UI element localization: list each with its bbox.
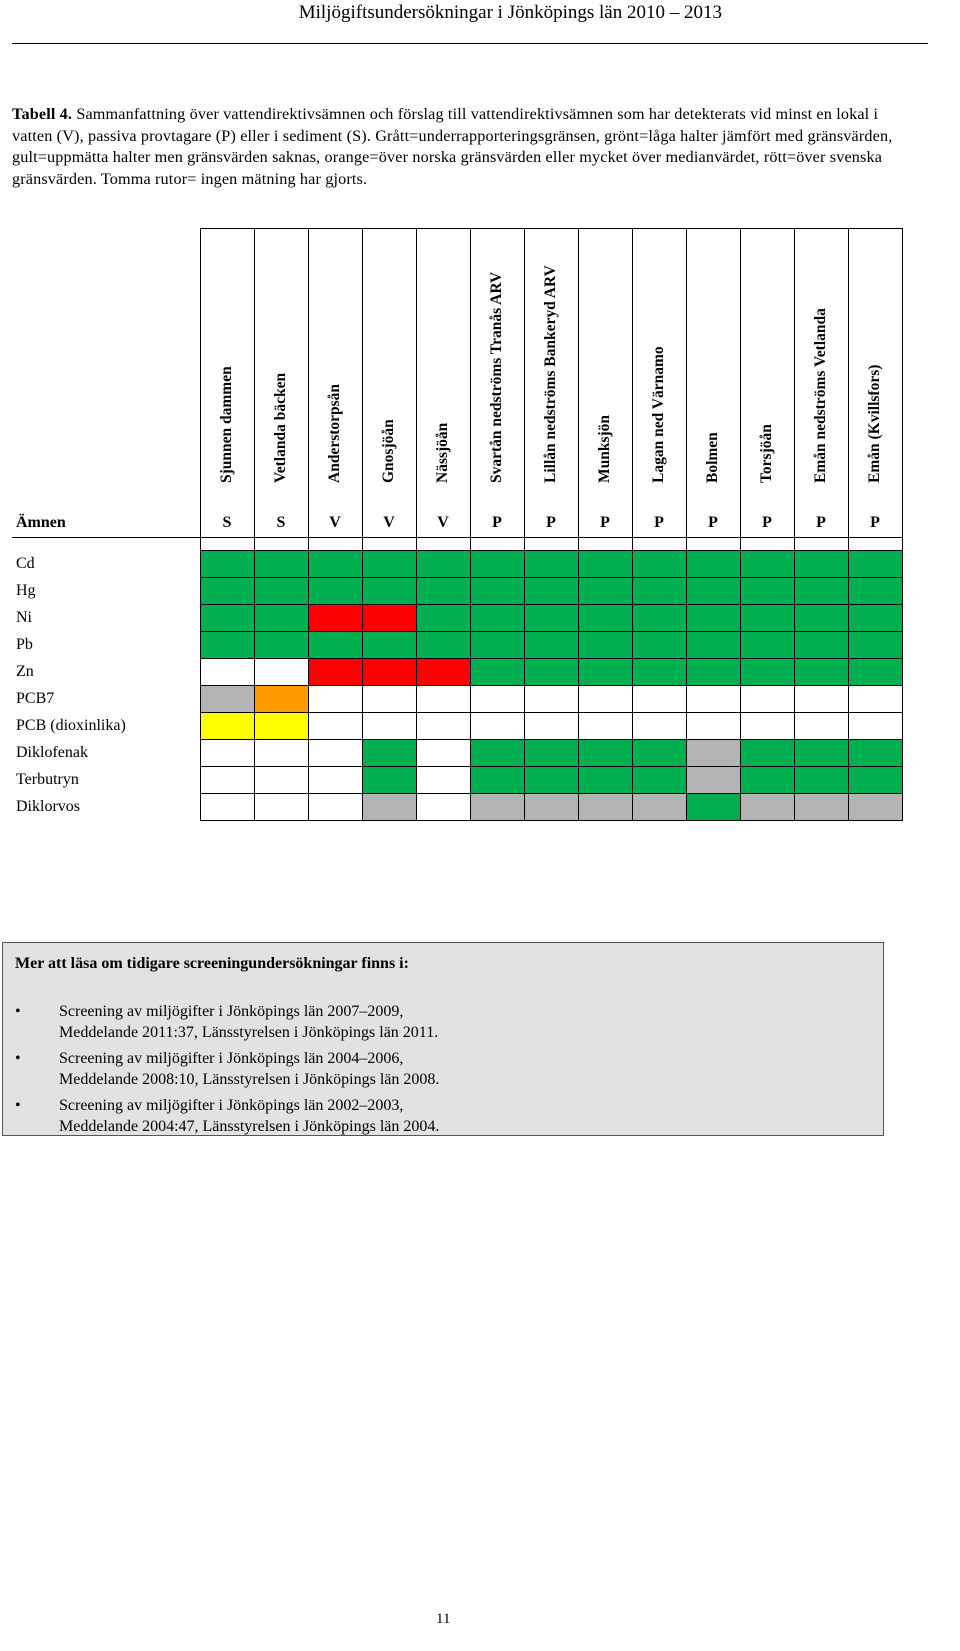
status-cell-orange xyxy=(254,686,308,713)
status-cell-green xyxy=(524,632,578,659)
substance-label: Hg xyxy=(12,578,200,605)
status-cell-green xyxy=(632,659,686,686)
status-cell-green xyxy=(308,551,362,578)
status-cell-green xyxy=(794,578,848,605)
status-cell-green xyxy=(578,767,632,794)
status-cell-green xyxy=(362,740,416,767)
status-cell-grey xyxy=(470,794,524,821)
status-cell-empty xyxy=(416,686,470,713)
status-cell-green xyxy=(632,605,686,632)
column-header-label: Nässjöån xyxy=(434,422,451,483)
document-title: Miljögiftsundersökningar i Jönköpings län 2010 – 2013 xyxy=(298,2,722,23)
corner-blank xyxy=(12,229,200,510)
column-header-label: Svartån nedströms Tranås ARV xyxy=(488,271,505,483)
status-cell-green xyxy=(794,740,848,767)
status-cell-green xyxy=(524,659,578,686)
status-cell-green xyxy=(740,632,794,659)
status-cell-green xyxy=(632,632,686,659)
status-cell-green xyxy=(740,578,794,605)
table-row xyxy=(12,578,902,605)
status-cell-red xyxy=(362,605,416,632)
reference-item xyxy=(3,1095,863,1137)
summary-table xyxy=(12,228,903,821)
status-cell-green xyxy=(740,659,794,686)
spacer-cell xyxy=(200,538,254,551)
sample-type-cell: P xyxy=(686,509,740,538)
status-cell-green xyxy=(470,551,524,578)
status-cell-green xyxy=(632,551,686,578)
status-cell-empty xyxy=(416,713,470,740)
status-cell-grey xyxy=(632,794,686,821)
status-cell-green xyxy=(254,578,308,605)
page-number: 11 xyxy=(436,1611,451,1627)
status-cell-red xyxy=(308,605,362,632)
status-cell-green xyxy=(524,551,578,578)
column-header xyxy=(632,229,686,510)
status-cell-green xyxy=(578,578,632,605)
status-cell-grey xyxy=(686,740,740,767)
spacer-cell xyxy=(470,538,524,551)
column-header xyxy=(254,229,308,510)
status-cell-green xyxy=(686,632,740,659)
status-cell-grey xyxy=(848,794,902,821)
status-cell-green xyxy=(470,659,524,686)
substance-label: Ni xyxy=(12,605,200,632)
reference-title: Screening av miljögifter i Jönköpings län 2004–2006, xyxy=(59,1050,404,1067)
status-cell-empty xyxy=(308,740,362,767)
status-cell-green xyxy=(524,605,578,632)
status-cell-empty xyxy=(632,686,686,713)
status-cell-green xyxy=(470,605,524,632)
status-cell-green xyxy=(578,659,632,686)
status-cell-empty xyxy=(416,794,470,821)
further-reading-box xyxy=(2,942,884,1136)
spacer-cell xyxy=(794,538,848,551)
status-cell-empty xyxy=(308,686,362,713)
status-cell-green xyxy=(848,578,902,605)
spacer-cell xyxy=(308,538,362,551)
status-cell-green xyxy=(254,605,308,632)
sample-type-cell: P xyxy=(740,509,794,538)
spacer-cell xyxy=(578,538,632,551)
spacer-cell xyxy=(686,538,740,551)
status-cell-empty xyxy=(200,740,254,767)
spacer-cell xyxy=(848,538,902,551)
column-header-label: Munksjön xyxy=(596,414,613,483)
sample-type-cell: P xyxy=(632,509,686,538)
table-row xyxy=(12,605,902,632)
column-header xyxy=(416,229,470,510)
status-cell-green xyxy=(524,578,578,605)
reference-title: Screening av miljögifter i Jönköpings län 2007–2009, xyxy=(59,1003,404,1020)
spacer-cell xyxy=(524,538,578,551)
status-cell-empty xyxy=(200,767,254,794)
table-row xyxy=(12,659,902,686)
column-header xyxy=(524,229,578,510)
status-cell-green xyxy=(848,767,902,794)
sample-type-cell: V xyxy=(416,509,470,538)
column-header-label: Vetlanda bäcken xyxy=(272,372,289,483)
spacer-cell xyxy=(740,538,794,551)
bullet-icon: • xyxy=(15,1050,21,1067)
status-cell-empty xyxy=(308,713,362,740)
column-header-row xyxy=(12,229,902,510)
status-cell-green xyxy=(632,578,686,605)
table-caption xyxy=(12,104,922,190)
column-header xyxy=(686,229,740,510)
status-cell-empty xyxy=(740,686,794,713)
status-cell-empty xyxy=(254,767,308,794)
column-header-label: Lagan ned Värnamo xyxy=(650,346,667,483)
status-cell-grey xyxy=(524,794,578,821)
column-header xyxy=(740,229,794,510)
substance-label: Terbutryn xyxy=(12,767,200,794)
status-cell-empty xyxy=(254,794,308,821)
status-cell-empty xyxy=(524,713,578,740)
status-cell-empty xyxy=(848,713,902,740)
status-cell-empty xyxy=(200,659,254,686)
status-cell-empty xyxy=(470,713,524,740)
status-cell-empty xyxy=(254,740,308,767)
header-rule xyxy=(12,43,928,44)
substance-label: Diklorvos xyxy=(12,794,200,821)
status-cell-green xyxy=(470,632,524,659)
status-cell-green xyxy=(848,551,902,578)
status-cell-green xyxy=(200,632,254,659)
substance-label: Zn xyxy=(12,659,200,686)
status-cell-yellow xyxy=(254,713,308,740)
table-row xyxy=(12,686,902,713)
column-header xyxy=(848,229,902,510)
status-cell-red xyxy=(308,659,362,686)
column-header-label: Anderstorpsån xyxy=(326,383,343,483)
status-cell-grey xyxy=(200,686,254,713)
status-cell-green xyxy=(794,632,848,659)
status-cell-empty xyxy=(200,794,254,821)
status-cell-green xyxy=(578,740,632,767)
reference-list xyxy=(3,1001,863,1142)
sample-type-cell: P xyxy=(848,509,902,538)
status-cell-empty xyxy=(254,659,308,686)
sample-type-cell: P xyxy=(470,509,524,538)
sample-type-cell: P xyxy=(794,509,848,538)
status-cell-grey xyxy=(740,794,794,821)
status-cell-green xyxy=(470,578,524,605)
status-cell-green xyxy=(254,551,308,578)
status-cell-grey xyxy=(362,794,416,821)
status-cell-empty xyxy=(848,686,902,713)
status-cell-green xyxy=(632,767,686,794)
sample-type-cell: S xyxy=(200,509,254,538)
status-cell-green xyxy=(416,578,470,605)
status-cell-grey xyxy=(686,767,740,794)
running-header xyxy=(0,0,960,46)
spacer-row xyxy=(12,538,902,551)
reference-item xyxy=(3,1001,863,1043)
table-row xyxy=(12,551,902,578)
status-cell-green xyxy=(200,551,254,578)
substance-label: PCB (dioxinlika) xyxy=(12,713,200,740)
status-cell-green xyxy=(200,605,254,632)
status-cell-green xyxy=(416,632,470,659)
table-row xyxy=(12,794,902,821)
status-cell-green xyxy=(794,551,848,578)
spacer-cell xyxy=(362,538,416,551)
status-cell-green xyxy=(794,605,848,632)
status-cell-green xyxy=(416,551,470,578)
column-header-label: Emån (Kvillsfors) xyxy=(866,364,883,483)
status-cell-green xyxy=(794,659,848,686)
sample-type-cell: V xyxy=(362,509,416,538)
status-cell-green xyxy=(632,740,686,767)
table-row xyxy=(12,767,902,794)
reference-publication: Meddelande 2004:47, Länsstyrelsen i Jönköpings län 2004. xyxy=(59,1118,440,1135)
column-header xyxy=(470,229,524,510)
status-cell-green xyxy=(362,767,416,794)
status-cell-grey xyxy=(578,794,632,821)
status-cell-green xyxy=(848,740,902,767)
column-header xyxy=(362,229,416,510)
status-cell-red xyxy=(362,659,416,686)
substance-label: PCB7 xyxy=(12,686,200,713)
status-cell-empty xyxy=(362,713,416,740)
status-cell-green xyxy=(362,632,416,659)
spacer-cell xyxy=(632,538,686,551)
status-cell-empty xyxy=(740,713,794,740)
column-header xyxy=(308,229,362,510)
status-cell-green xyxy=(416,605,470,632)
table-row xyxy=(12,632,902,659)
status-cell-green xyxy=(740,740,794,767)
status-cell-green xyxy=(578,605,632,632)
status-cell-empty xyxy=(632,713,686,740)
column-header-label: Sjunnen dammen xyxy=(218,366,235,483)
further-reading-heading: Mer att läsa om tidigare screeningundersökningar finns i: xyxy=(15,955,409,972)
caption-text: Sammanfattning över vattendirektivsämnen och förslag till vattendirektivsämnen som har detekterats vid minst en lokal i vatten (V), passiva provtagare (P) eller i sediment (S). Grått=underrapporteringsgränsen, grönt=låga halter jämfört med gränsvärden, gult=uppmätta halter men gränsvärden saknas, orange=över norska gränsvärden eller mycket över medianvärdet, rött=över svenska gränsvärden. Tomma rutor= ingen mätning har gjorts. xyxy=(12,105,893,188)
status-cell-yellow xyxy=(200,713,254,740)
status-cell-green xyxy=(848,632,902,659)
status-cell-green xyxy=(740,551,794,578)
column-header-label: Torsjöån xyxy=(758,424,775,483)
status-cell-green xyxy=(308,632,362,659)
status-cell-empty xyxy=(686,686,740,713)
status-cell-green xyxy=(470,767,524,794)
status-cell-green xyxy=(578,551,632,578)
column-header-label: Emån nedströms Vetlanda xyxy=(812,308,829,483)
status-cell-green xyxy=(686,605,740,632)
reference-publication: Meddelande 2011:37, Länsstyrelsen i Jönköpings län 2011. xyxy=(59,1024,439,1041)
column-header xyxy=(794,229,848,510)
sample-type-cell: V xyxy=(308,509,362,538)
reference-item xyxy=(3,1048,863,1090)
sample-type-row xyxy=(12,509,902,538)
substance-label: Pb xyxy=(12,632,200,659)
status-cell-empty xyxy=(524,686,578,713)
sample-type-cell: S xyxy=(254,509,308,538)
status-cell-empty xyxy=(416,767,470,794)
status-cell-green xyxy=(470,740,524,767)
status-cell-grey xyxy=(794,794,848,821)
status-cell-green xyxy=(362,578,416,605)
status-cell-empty xyxy=(308,794,362,821)
column-header-label: Lillån nedströms Bankeryd ARV xyxy=(542,265,559,483)
status-cell-empty xyxy=(578,686,632,713)
table-row xyxy=(12,740,902,767)
status-cell-green xyxy=(740,605,794,632)
bullet-icon: • xyxy=(15,1097,21,1114)
spacer-cell xyxy=(416,538,470,551)
status-cell-green xyxy=(794,767,848,794)
status-cell-green xyxy=(686,659,740,686)
column-header xyxy=(200,229,254,510)
table-row xyxy=(12,713,902,740)
status-cell-empty xyxy=(686,713,740,740)
column-header-label: Gnosjöån xyxy=(380,419,397,483)
status-cell-green xyxy=(848,605,902,632)
status-cell-empty xyxy=(308,767,362,794)
status-cell-green xyxy=(578,632,632,659)
substance-label: Cd xyxy=(12,551,200,578)
bullet-icon: • xyxy=(15,1003,21,1020)
status-cell-green xyxy=(740,767,794,794)
status-cell-green xyxy=(254,632,308,659)
status-cell-empty xyxy=(578,713,632,740)
spacer-label-cell xyxy=(12,538,200,551)
reference-title: Screening av miljögifter i Jönköpings län 2002–2003, xyxy=(59,1097,404,1114)
status-cell-green xyxy=(308,578,362,605)
status-cell-empty xyxy=(794,686,848,713)
spacer-cell xyxy=(254,538,308,551)
status-cell-green xyxy=(524,767,578,794)
status-cell-red xyxy=(416,659,470,686)
corner-label: Ämnen xyxy=(12,509,200,538)
status-cell-green xyxy=(686,794,740,821)
status-cell-green xyxy=(200,578,254,605)
status-cell-green xyxy=(848,659,902,686)
sample-type-cell: P xyxy=(524,509,578,538)
status-cell-green xyxy=(686,578,740,605)
status-cell-empty xyxy=(362,686,416,713)
status-cell-empty xyxy=(794,713,848,740)
status-cell-empty xyxy=(416,740,470,767)
status-cell-green xyxy=(524,740,578,767)
status-cell-green xyxy=(686,551,740,578)
status-cell-empty xyxy=(470,686,524,713)
column-header-label: Bolmen xyxy=(704,432,721,483)
sample-type-cell: P xyxy=(578,509,632,538)
status-cell-green xyxy=(362,551,416,578)
reference-publication: Meddelande 2008:10, Länsstyrelsen i Jönköpings län 2008. xyxy=(59,1071,440,1088)
substance-label: Diklofenak xyxy=(12,740,200,767)
caption-label: Tabell 4. xyxy=(12,105,73,123)
column-header xyxy=(578,229,632,510)
